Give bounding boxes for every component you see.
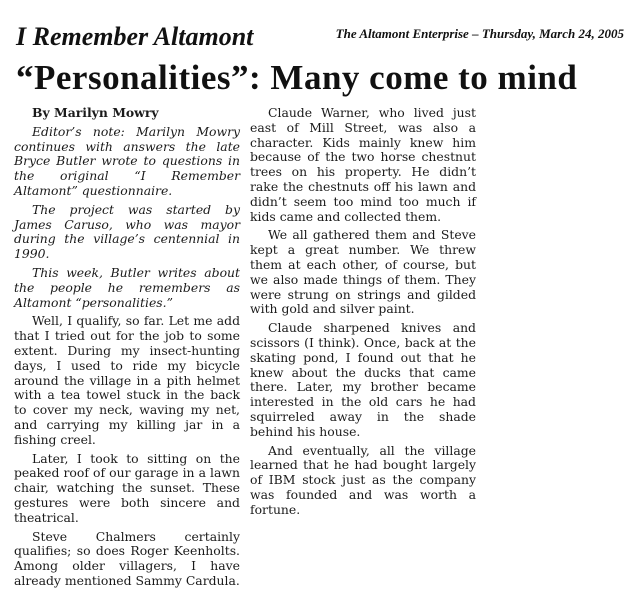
article-column-right — [250, 106, 476, 522]
column-title: I Remember Altamont — [16, 22, 254, 51]
editors-note-paragraph: This week, Butler writes about the people he remembers as Altamont “personalities.” — [14, 264, 240, 310]
body-paragraph: Claude sharpened knives and scissors (I think). Once, back at the skating pond, I found out that he knew about the ducks that came there. Later, my brother became interested in the old cars he had squirreled away in the shade behind his house. — [250, 320, 476, 439]
article-column-left — [14, 106, 240, 593]
newspaper-masthead: The Altamont Enterprise – Thursday, March 24, 2005 — [335, 26, 624, 41]
body-paragraph: Well, I qualify, so far. Let me add that I tried out for the job to some extent. During my insect-hunting days, I used to ride my bicycle around the village in a pith helmet with a tea towel stuck in the back to cover my neck, waving my net, and carrying my killing jar in a fishing creel. — [14, 313, 240, 447]
body-paragraph: We all gathered them and Steve kept a great number. We threw them at each other, of course, but we also made things of them. They were strung on strings and gilded with gold and silver paint. — [250, 227, 476, 317]
body-paragraph: And eventually, all the village learned that he had bought largely of IBM stock just as the company was founded and was worth a fortune. — [250, 442, 476, 517]
questionnaire-title: I Remember Altamont — [14, 168, 241, 198]
body-paragraph: Steve Chalmers certainly qualifies; so does Roger Keenholts. Among older villagers, I have already mentioned Sammy Cardula. — [14, 528, 240, 588]
body-paragraph: Later, I took to sitting on the peaked roof of our garage in a lawn chair, watching the sunset. These gestures were both sincere and theatrical. — [14, 450, 240, 525]
editors-note-paragraph: The project was started by James Caruso, who was mayor during the village’s centennial in 1990. — [14, 201, 240, 262]
body-paragraph: Claude Warner, who lived just east of Mill Street, was also a character. Kids mainly knew him because of the two horse chestnut trees on his property. He didn’t rake the chestnuts off his lawn and didn’t seem too mind too much if kids came and collected them. — [250, 105, 476, 224]
byline: By Marilyn Mowry — [32, 105, 159, 120]
editors-note-text: Editor’s note: Marilyn Mowry continues with answers the late Bryce Butler wrote to questions in the original “ — [14, 123, 240, 184]
article-header — [16, 22, 628, 56]
headline: “Personalities”: Many come to mind — [16, 58, 578, 97]
editors-note-paragraph — [14, 125, 240, 199]
editors-note-text: ” questionnaire. — [71, 182, 173, 198]
